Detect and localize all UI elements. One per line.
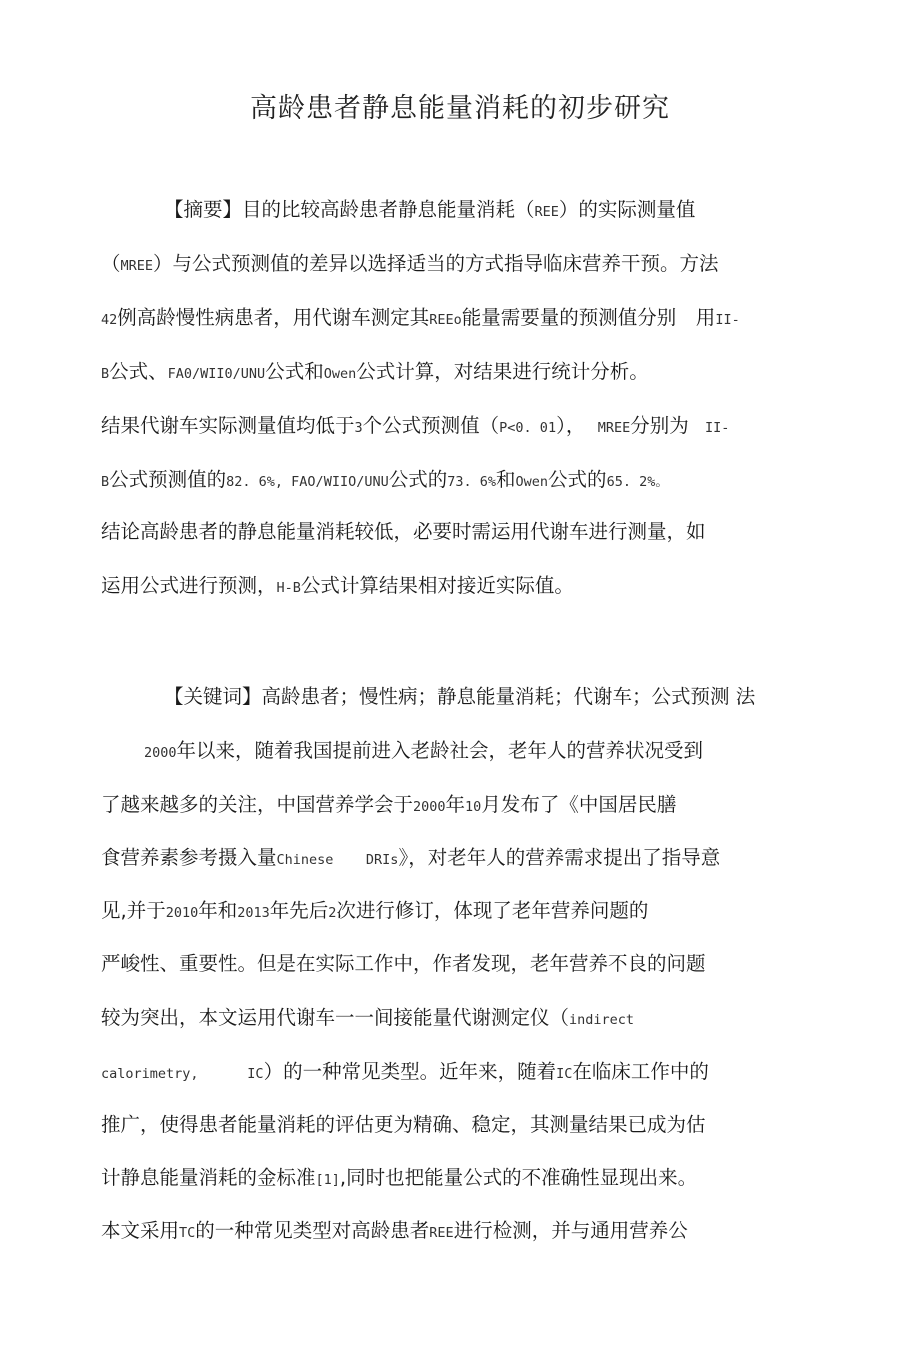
abstract-line-4: B公式、FA0/WII0/UNU公式和Owen公式计算，对结果进行统计分析。 — [101, 360, 649, 383]
abstract-line-7: 结论高龄患者的静息能量消耗较低，必要时需运用代谢车进行测量，如 — [101, 520, 706, 543]
body-line-2: 了越来越多的关注，中国营养学会于2000年10月发布了《中国居民膳 — [101, 793, 677, 816]
abstract-line-6: B公式预测值的82. 6%, FAO/WIIO/UNU公式的73. 6%和Owen公式的65. 2%。 — [101, 468, 669, 491]
abstract-line-3: 42例高龄慢性病患者，用代谢车测定其REEo能量需要量的预测值分别 用II- — [101, 306, 740, 329]
keywords-line: 【关键词】高龄患者；慢性病；静息能量消耗；代谢车；公式预测 法 — [164, 685, 756, 708]
abstract-line-5: 结果代谢车实际测量值均低于3个公式预测值（P<0. 01）， MREE分别为 II- — [101, 414, 730, 437]
document-title: 高龄患者静息能量消耗的初步研究 — [250, 93, 670, 124]
abstract-line-8: 运用公式进行预测，H-B公式计算结果相对接近实际值。 — [101, 574, 574, 597]
body-line-9: 计静息能量消耗的金标准[1],同时也把能量公式的不准确性显现出来。 — [101, 1166, 698, 1189]
body-line-8: 推广，使得患者能量消耗的评估更为精确、稳定，其测量结果已成为估 — [101, 1113, 706, 1136]
body-line-10: 本文采用TC的一种常见类型对高龄患者REE进行检测，并与通用营养公 — [101, 1219, 688, 1242]
body-line-7: calorimetry, IC）的一种常见类型。近年来，随着IC在临床工作中的 — [101, 1060, 709, 1083]
body-line-3: 食营养素参考摄入量Chinese DRIs》，对老年人的营养需求提出了指导意 — [101, 846, 721, 869]
abstract-line-2: （MREE）与公式预测值的差异以选择适当的方式指导临床营养干预。方法 — [101, 252, 719, 275]
abstract-line-1: 【摘要】目的比较高龄患者静息能量消耗（REE）的实际测量值 — [164, 198, 696, 221]
body-line-5: 严峻性、重要性。但是在实际工作中，作者发现，老年营养不良的问题 — [101, 952, 706, 975]
body-line-1: 2000年以来，随着我国提前进入老龄社会，老年人的营养状况受到 — [144, 739, 704, 762]
body-line-4: 见,并于2010年和2013年先后2次进行修订，体现了老年营养问题的 — [101, 899, 649, 922]
body-line-6: 较为突出，本文运用代谢车一一间接能量代谢测定仪（indirect — [101, 1006, 635, 1029]
